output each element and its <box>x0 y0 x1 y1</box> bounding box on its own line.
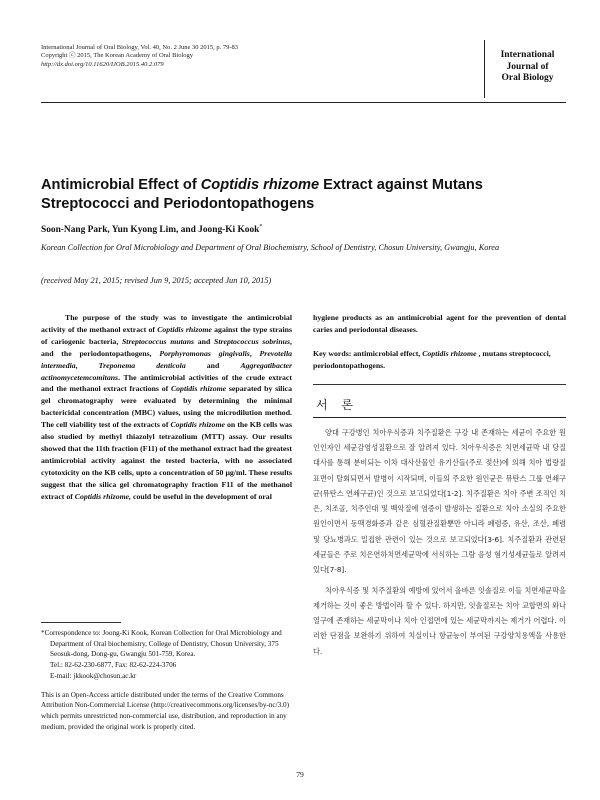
abstract-text: , <box>249 348 260 358</box>
introduction-body <box>313 425 566 659</box>
journal-name-box <box>484 40 566 98</box>
abstract-text: . The antimicrobial activities of the crude extract and the methanol extract fractions of <box>41 372 292 394</box>
corresponding-mark: * <box>259 224 263 230</box>
received-dates: (received May 21, 2015; revised Jun 9, 2015; accepted Jun 10, 2015) <box>41 276 272 285</box>
abstract-species: Streptococcus sobrinus <box>214 336 291 346</box>
abstract-text: could be useful in the development of oral <box>131 491 272 501</box>
right-column <box>313 312 566 659</box>
contact-phone: Tel.: 82-62-230-6877, Fax: 82-62-224-3706 <box>50 661 177 670</box>
footnote-divider <box>41 622 121 623</box>
footnotes <box>41 628 292 732</box>
journal-name-line-2: Journal of <box>506 61 549 72</box>
journal-name-line-3: Oral Biology <box>501 73 554 83</box>
doi-link[interactable]: http://dx.doi.org/10.11620/IJOB.2015.40.2.079 <box>41 60 164 68</box>
correspondence-note: *Correspondence to: Joong-Ki Kook, Korean Collection for Oral Microbiology and Department of Oral biochemistry, College of Dentistry, Chosun University, 375 Seosuk-dong, Dong-gu, Gwangju 501-759, Korea. <box>41 629 282 659</box>
author-list <box>41 224 262 235</box>
abstract-text: and <box>194 336 214 346</box>
abstract-species: Coptidis rhizome, <box>74 491 132 501</box>
header-divider <box>41 102 566 103</box>
copyright-text: Copyright ⓒ 2015, The Korean Academy of Oral Biology <box>41 52 194 60</box>
section-divider <box>313 417 566 418</box>
abstract-species: Coptidis rhizome <box>170 384 227 394</box>
page-number: 79 <box>296 770 304 779</box>
keywords-species: Coptidis rhizome <box>422 348 477 358</box>
journal-name-line-1: International <box>500 50 555 60</box>
keywords-text: Key words: antimicrobial effect, <box>313 348 423 358</box>
keywords-divider <box>313 384 566 385</box>
abstract-text: and <box>185 360 241 370</box>
abstract-text: separated by silica gel chromatography were evaluated by determining the minimal bactericidal concentration (MBC) values, using the microdilution method. The cell viability test of the extracts of <box>41 384 292 430</box>
title-part-1: Antimicrobial Effect of <box>41 177 201 193</box>
journal-citation <box>41 44 421 69</box>
abstract-text: , <box>75 360 99 370</box>
abstract-text: on the KB cells was also studied by methyl thiazolyl tetrazolium (MTT) assay. Our results showed that the 11th fraction (F11) of the methanol extract had the greatest antimicrobial activity against the tested bacteria, with no associated cytotoxicity on the KB cells, upto a concentration of 50 μg/ml. These results suggest that the silica gel chromatography fraction F11 of the methanol extract of <box>41 420 292 501</box>
author-affiliation: Korean Collection for Oral Microbiology and Department of Oral Biochemistry, School of Dentistry, Chosun University, Gwangju, Korea <box>41 243 500 252</box>
abstract <box>41 312 292 503</box>
abstract-species: Prevotella intermedia <box>41 348 293 370</box>
contact-email[interactable]: E-mail: jkkook@chosun.ac.kr <box>50 671 137 680</box>
abstract-paragraph <box>41 312 292 503</box>
abstract-species: Porphyromonas gingivalis <box>159 348 250 358</box>
keywords <box>313 348 566 372</box>
license-note: This is an Open-Access article distributed under the terms of the Creative Commons Attribution Non-Commercial License (http://creativecommons.org/licenses/by-nc/3.0) which permits unrestricted non-commercial use, distribution, and reproduction in any medium, provided the original work is properly cited. <box>41 690 289 731</box>
section-heading-introduction: 서 론 <box>316 397 358 412</box>
keywords-text: , mutans streptococci, periodontopathogens. <box>313 348 551 370</box>
abstract-species: Treponema denticola <box>98 360 186 370</box>
abstract-species: Coptidis rhizome <box>157 324 212 334</box>
abstract-text: The purpose of the study was to investigate the antimicrobial activity of the methanol extract of <box>41 313 292 334</box>
introduction-paragraph-1: 양대 구강병인 치아우식증과 치주질환은 구강 내 존재하는 세균이 주요한 원인인자인 세균감염성질환으로 잘 알려져 있다. 치아우식증은 치면세균막 내 당질대사를 통해 분비되는 이차 대사산물인 유기산들(주로 젖산)에 의해 치아 법랑질 표면이 탈회되면서 발병이 시작되며, 이들의 주요한 원인균은 뮤탄스 그룹 연쇄구균(뮤탄스 연쇄구균)인 것으로 보고되었다[1-2]. 치주질환은 치아 주변 조직인 치은, 치조골, 치주인대 및 백악질에 염증이 발생하는 질환으로 치아 소실의 주요한 원인이면서 동맥경화증과 같은 심혈관질환뿐만 아니라 폐렴증, 유산, 조산, 폐렴 및 당뇨병과도 밀접한 관련이 있는 것으로 보고되었다[3-6]. 치주질환과 관련된 세균들은 주로 치은연하치면세균막에 서식하는 그람 음성 혐기성세균들로 알려져 있다[7-8]. <box>313 427 566 575</box>
article-title <box>41 176 561 214</box>
abstract-species: Coptidis rhizome <box>170 420 225 430</box>
copyright-line <box>41 52 421 60</box>
citation-line: International Journal of Oral Biology, Vol. 40, No. 2 June 30 2015, p. 79-83 <box>41 44 239 51</box>
abstract-species: Streptococcus mutans <box>121 336 195 346</box>
abstract-species: Aggregatibacter actinomycetemcomitans <box>41 360 292 382</box>
introduction-paragraph-2: 치아우식증 및 치주질환의 예방에 있어서 올바른 잇솔질로 이들 치면세균막을 제거하는 것이 좋은 방법이라 할 수 있다. 하지만, 잇솔질로는 치아 교합면의 와나 열구에 존재하는 세균막이나 치아 인접면에 있는 세균막까지는 제거가 어렵다. 이러한 단점을 보완하기 위하여 치실이나 항균능이 부여된 구강양치용액을 사용한다. <box>313 585 566 656</box>
abstract-continued: hygiene products as an antimicrobial agent for the prevention of dental caries and periodontal diseases. <box>313 313 566 334</box>
author-names: Soon-Nang Park, Yun Kyong Lim, and Joong-Ki Kook <box>41 225 260 236</box>
title-species: Coptidis rhizome <box>200 177 320 193</box>
abstract-text: against the type strains of cariogenic bacteria, <box>41 324 292 346</box>
title-part-2: Extract against Mutans Streptococci and Periodontopathogens <box>41 177 483 212</box>
abstract-text: , and the periodontopathogens, <box>41 336 292 358</box>
